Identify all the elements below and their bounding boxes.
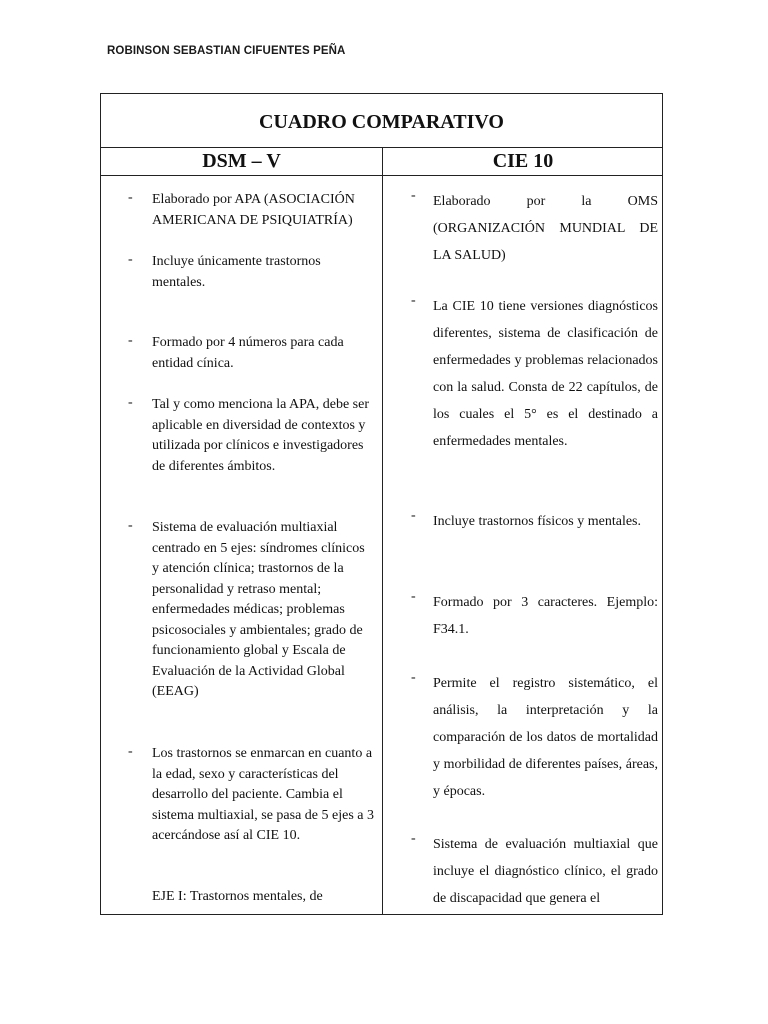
bullet-dash: - [128,333,133,348]
list-item-text: Incluye únicamente trastornos mentales. [152,254,321,290]
list-item-text: Formado por 3 caracteres. Ejemplo: F34.1. [433,595,658,637]
bullet-dash: - [411,670,416,685]
bullet-dash: - [128,395,133,410]
bullet-dash: - [128,744,133,759]
comparison-table [100,93,663,915]
list-item-text: Incluye trastornos físicos y mentales. [433,514,642,529]
bullet-dash: - [411,589,416,604]
cie-10-column [383,175,663,914]
table-header-row [101,148,662,176]
list-item-text: Tal y como menciona la APA, debe ser aplicable en diversidad de contextos y utilizada por clínicos e investigadores de diferentes ámbitos. [152,397,370,474]
list-item-text: Elaborado por APA (ASOCIACIÓN AMERICANA DE PSIQUIATRÍA) [152,192,355,228]
bullet-dash: - [411,293,416,308]
bullet-dash: - [411,508,416,523]
bullet-dash: - [128,518,133,533]
list-item-text: Sistema de evaluación multiaxial que incluye el diagnóstico clínico, el grado de discapacidad que genera el [433,837,658,906]
eje-i-text: EJE I: Trastornos mentales, de [152,889,323,904]
bullet-dash: - [128,252,133,267]
header-cie-10: CIE 10 [492,150,554,172]
list-item-text: Elaborado por la OMS (ORGANIZACIÓN MUNDIAL DE LA SALUD) [433,194,658,263]
list-item-text: Formado por 4 números para cada entidad cínica. [152,335,344,371]
bullet-dash: - [411,188,416,203]
list-item-text: Sistema de evaluación multiaxial centrado en 5 ejes: síndromes clínicos y atención clínica; trastornos de la personalidad y retraso mental; enfermedades médicas; problemas psicosociales y ambientales; grado de funcionamiento global y Escala de Evaluación de la Actividad Global (EEAG) [152,520,365,699]
list-item-text: La CIE 10 tiene versiones diagnósticos diferentes, sistema de clasificación de enfermedades y problemas relacionados con la salud. Consta de 22 capítulos, de los cuales el 5° es el destinado a enfermedades mentales. [433,299,658,449]
bullet-dash: - [128,190,133,205]
dsm-v-column [101,175,382,914]
list-item-text: Los trastornos se enmarcan en cuanto a la edad, sexo y características del desarrollo del paciente. Cambia el sistema multiaxial, se pasa de 5 ejes a 3 acercándose así al CIE 10. [152,746,374,843]
bullet-dash: - [411,831,416,846]
list-item-text: Permite el registro sistemático, el análisis, la interpretación y la comparación de los datos de mortalidad y morbilidad de diferentes países, áreas, y épocas. [433,676,658,799]
author-name: ROBINSON SEBASTIAN CIFUENTES PEÑA [107,45,346,57]
header-dsm-v: DSM – V [101,148,383,175]
table-title: CUADRO COMPARATIVO [101,94,662,148]
